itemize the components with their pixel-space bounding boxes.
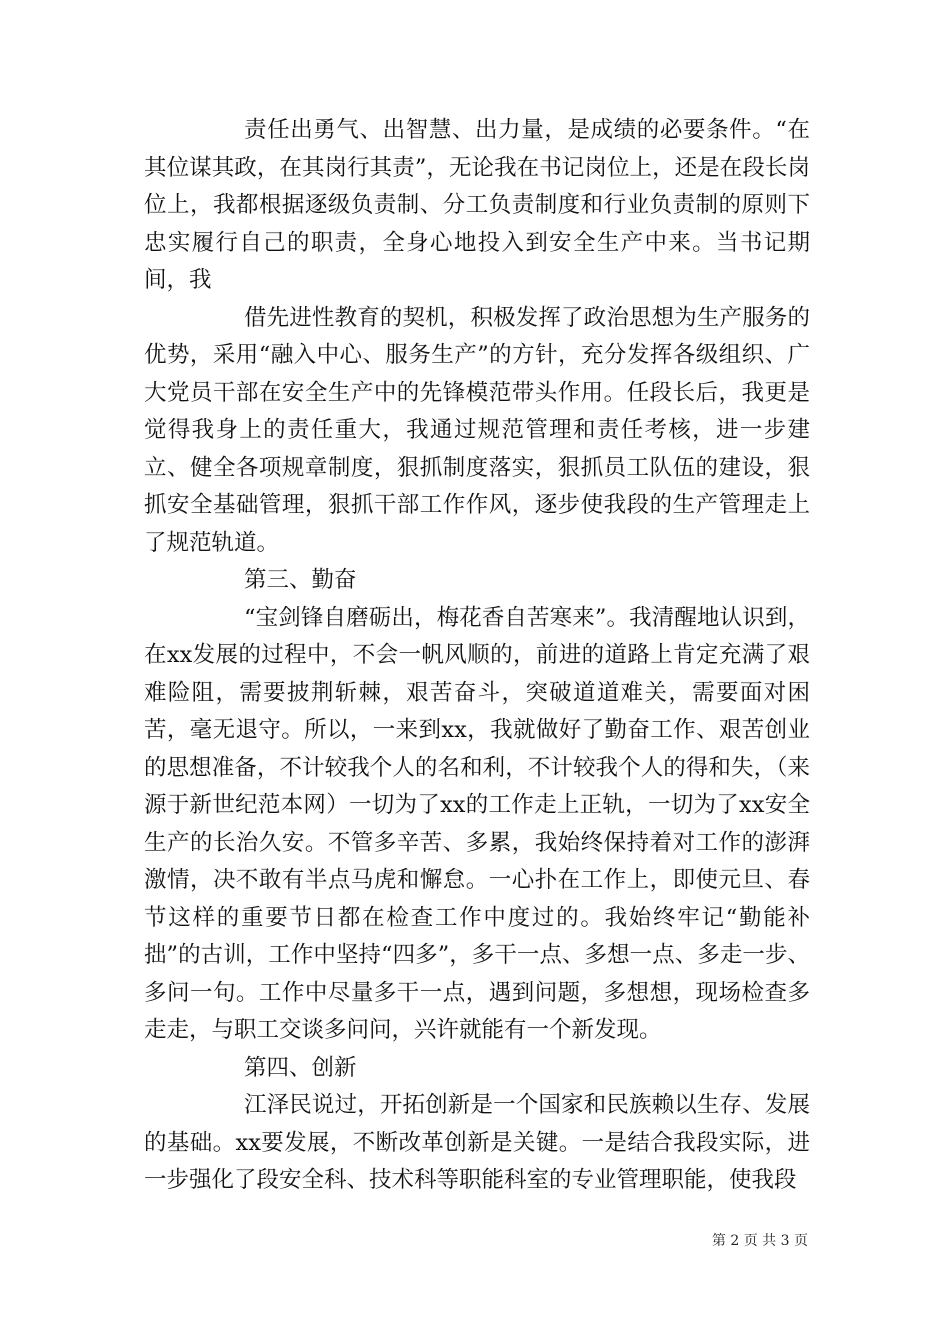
paragraph-innovation: 江泽民说过，开拓创新是一个国家和民族赖以生存、发展的基础。xx要发展，不断改革创新是关键。一是结合我段实际，进一步强化了段安全科、技术科等职能科室的专业管理职能，使我段 [144, 1092, 810, 1193]
section-heading-innovation: 第四、创新 [244, 1054, 357, 1081]
page-number-footer: 第 2 页 共 3 页 [711, 1233, 808, 1249]
paragraph-diligence: “宝剑锋自磨砺出，梅花香自苦寒来”。我清醒地认识到，在xx发展的过程中，不会一帆风顺的，前进的道路上肯定充满了艰难险阻，需要披荆斩棘，艰苦奋斗，突破道道难关，需要面对困苦，毫无退守。所以，一来到xx，我就做好了勤奋工作、艰苦创业的思想准备，不计较我个人的名和利，不计较我个人的得和失，（来源于新世纪范本网）一切为了xx的工作走上正轨，一切为了xx安全生产的长治久安。不管多辛苦、多累，我始终保持着对工作的澎湃激情，决不敢有半点马虎和懈怠。一心扑在工作上，即使元旦、春节这样的重要节日都在检查工作中度过的。我始终牢记“勤能补拙”的古训，工作中坚持“四多”，多干一点、多想一点、多走一步、多问一句。工作中尽量多干一点，遇到问题，多想想，现场检查多走走，与职工交谈多问问，兴许就能有一个新发现。 [144, 604, 810, 1043]
document-body [144, 112, 810, 1200]
paragraph-responsibility: 责任出勇气、出智慧、出力量，是成绩的必要条件。“在其位谋其政，在其岗行其责”，无论我在书记岗位上，还是在段长岗位上，我都根据逐级负责制、分工负责制度和行业负责制的原则下忠实履行自己的职责，全身心地投入到安全生产中来。当书记期间，我 [144, 117, 810, 293]
paragraph-education: 借先进性教育的契机，积极发挥了政治思想为生产服务的优势，采用“融入中心、服务生产”的方针，充分发挥各级组织、广大党员干部在安全生产中的先锋模范带头作用。任段长后，我更是觉得我身上的责任重大，我通过规范管理和责任考核，进一步建立、健全各项规章制度，狠抓制度落实，狠抓员工队伍的建设，狠抓安全基础管理，狠抓干部工作作风，逐步使我段的生产管理走上了规范轨道。 [144, 304, 810, 556]
section-heading-diligence: 第三、勤奋 [244, 567, 357, 593]
